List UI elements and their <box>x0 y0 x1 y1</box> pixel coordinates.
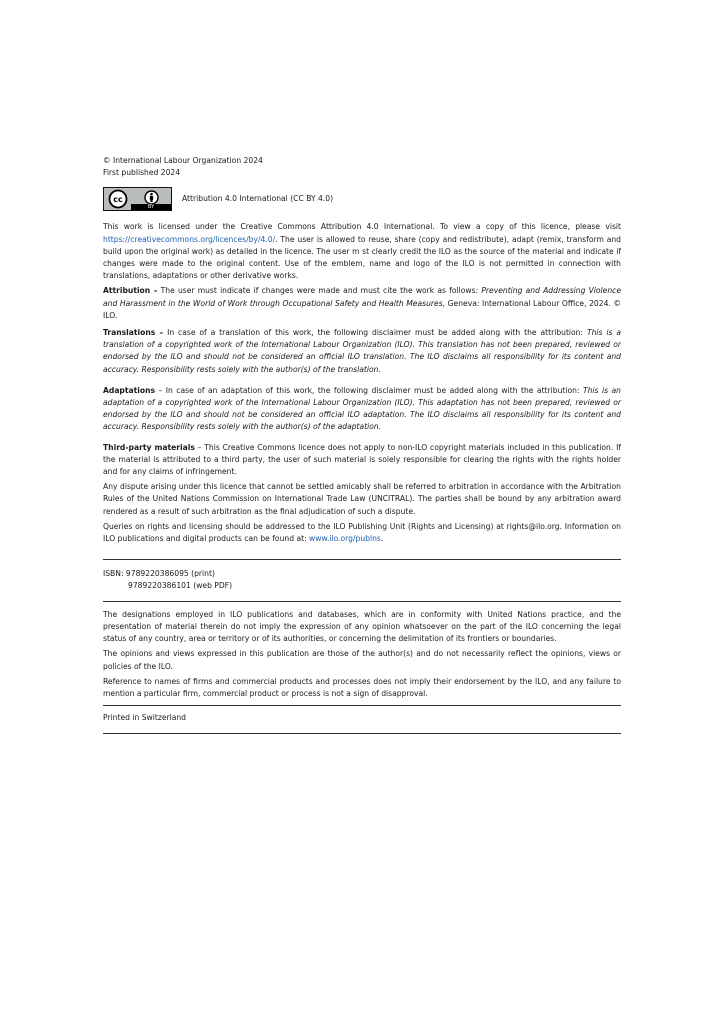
first-published-line: First published 2024 <box>103 168 181 178</box>
publications-link[interactable]: www.ilo.org/publns <box>309 534 381 544</box>
attribution-citation: Preventing and Addressing Violence and Harassment in the World of Work through Occupational Safety and Health Measures <box>103 286 621 308</box>
adaptations-paragraph <box>103 385 621 434</box>
content-column <box>103 155 621 734</box>
third-party-paragraph <box>103 442 621 479</box>
translations-text: In case of a translation of this work, the following disclaimer must be added along with the attribution: <box>163 328 587 338</box>
designations-disclaimer: The designations employed in ILO publications and databases, which are in conformity with United Nations practice, and the presentation of material therein do not imply the expression of any opinion whatsoever on the part of the ILO concerning the legal status of any country, area or territory or of its authorities, or concerning the delimitation of its frontiers or boundaries. <box>103 609 621 644</box>
translations-paragraph <box>103 327 621 376</box>
divider <box>103 601 621 602</box>
translations-disclaimer: This is a translation of a copyrighted work of the International Labour Organization (ILO). This translation has not been prepared, reviewed or endorsed by the ILO and should not be considered an official ILO translation. The ILO disclaims all responsibility for its content and accuracy. Responsibility rests solely with the author(s) of the translation. <box>103 328 622 374</box>
by-logo <box>131 188 171 210</box>
divider <box>103 733 621 734</box>
third-party-heading: Third-party materials <box>103 442 195 452</box>
copyright-line: © International Labour Organization 2024 <box>103 156 263 165</box>
dispute-paragraph: Any dispute arising under this licence that cannot be settled amicably shall be referred to arbitration in accordance with the Arbitration Rules of the United Nations Commission on International Trade Law (UNCITRAL). The parties shall be bound by any arbitration award rendered as a result of such arbitration as the final adjudication of such a dispute. <box>103 482 621 516</box>
queries-text-end: . <box>380 534 384 544</box>
adaptations-disclaimer: This is an adaptation of a copyrighted work of the International Labour Organization (ILO). This adaptation has not been prepared, reviewed or endorsed by the ILO and should not be considered an official ILO adaptation. The ILO disclaims all responsibility for its content and accuracy. Responsibility rests solely with the author(s) of the adaptation. <box>103 385 621 432</box>
translations-heading: Translations – <box>103 328 164 338</box>
queries-paragraph <box>103 521 621 545</box>
queries-text: Queries on rights and licensing should be addressed to the ILO Publishing Unit (Rights and Licensing) at rights@ilo.org. Information on ILO publications and digital products can be found at: <box>103 521 621 544</box>
reference-disclaimer: Reference to names of firms and commercial products and processes does not imply their endorsement by the ILO, and any failure to mention a particular firm, commercial product or process is not a sign of disapproval. <box>103 676 621 698</box>
licence-text-start: This work is licensed under the Creative Commons Attribution 4.0 International. To view a copy of this licence, please visit <box>103 222 621 232</box>
adaptations-heading: Adaptations <box>103 385 156 395</box>
divider <box>103 705 621 706</box>
isbn-print: ISBN: 9789220386095 (print) <box>103 569 215 579</box>
attribution-citation-rest: , Geneva: International Labour Office, 2024. © ILO. <box>103 298 621 320</box>
adaptations-text: – In case of an adaptation of this work, the following disclaimer must be added along with the attribution: <box>155 385 583 395</box>
printed-in: Printed in Switzerland <box>103 713 187 723</box>
by-label: BY <box>131 204 171 210</box>
opinions-disclaimer: The opinions and views expressed in this publication are those of the author(s) and do not necessarily reflect the opinions, views or policies of the ILO. <box>103 649 621 671</box>
isbn-block <box>103 568 621 592</box>
cc-by-badge <box>103 187 172 211</box>
isbn-web: 9789220386101 (web PDF) <box>128 581 233 591</box>
attribution-text: The user must indicate if changes were made and must cite the work as follows: <box>157 286 482 296</box>
person-icon <box>131 190 171 205</box>
licence-paragraph <box>103 221 621 282</box>
attribution-heading: Attribution – <box>103 286 158 296</box>
licence-text-end: . The user is allowed to reuse, share (copy and redistribute), adapt (remix, transform and build upon the original work) as detailed in the licence. The user m st clearly credit the ILO as the source of the material and indicate if changes were made to the original content. Use of the emblem, name and logo of the ILO is not permitted in connection with translations, adaptations or other derivative works. <box>103 234 621 281</box>
third-party-text: – This Creative Commons licence does not apply to non-ILO copyright materials included in this publication. If the material is attributed to a third party, the user of such material is solely responsible for clearing the rights with the rights holder and for any claims of infringement. <box>103 442 621 477</box>
attribution-paragraph <box>103 285 621 322</box>
cc-logo-text: cc <box>112 195 123 205</box>
cc-circle-icon <box>108 189 128 209</box>
licence-link[interactable]: https://creativecommons.org/licences/by/4.0/ <box>103 234 276 244</box>
cc-logo <box>104 188 131 210</box>
licence-label: Attribution 4.0 International (CC BY 4.0) <box>182 194 334 204</box>
licence-badge-row <box>103 186 621 212</box>
divider <box>103 559 621 560</box>
